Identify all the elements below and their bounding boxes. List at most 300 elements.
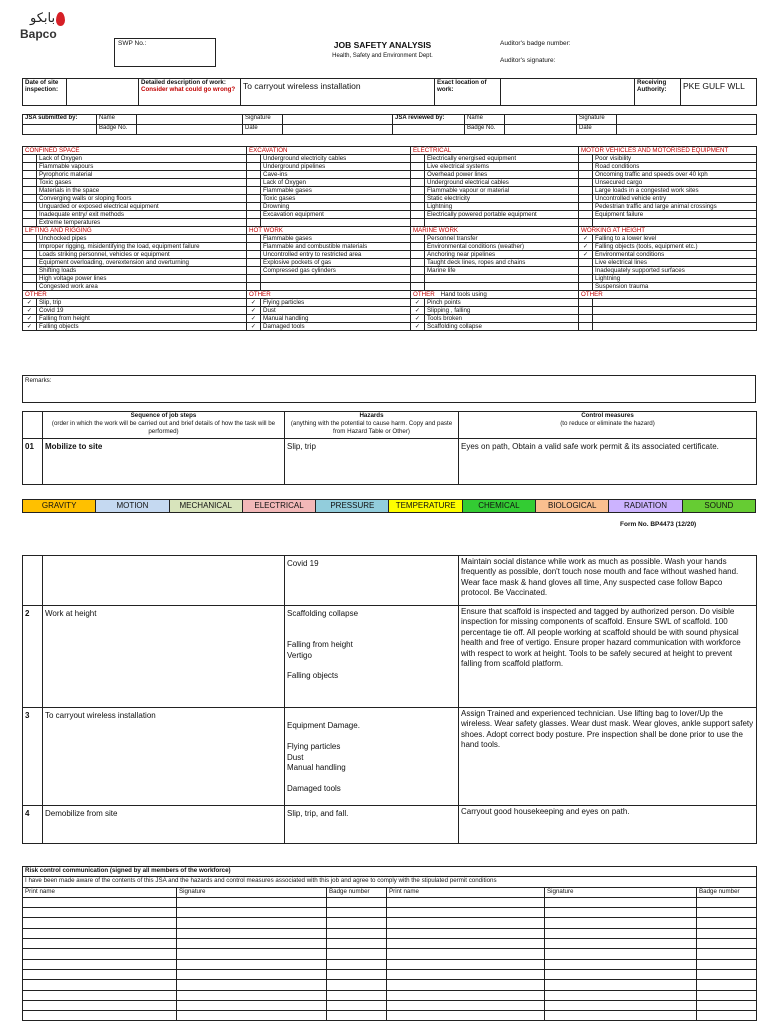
authority-field[interactable]: PKE GULF WLL	[681, 79, 757, 106]
reviewed-name-field[interactable]	[505, 115, 577, 125]
hazard-checkbox[interactable]	[411, 275, 425, 283]
submitted-badge-label: Badge No.	[97, 125, 137, 135]
submitted-name-field[interactable]	[137, 115, 243, 125]
energy-source-electrical: ELECTRICAL	[242, 500, 315, 513]
hazard-checkbox[interactable]: ✓	[23, 315, 37, 323]
hazard-checkbox[interactable]: ✓	[23, 323, 37, 331]
step-description[interactable]: Work at height	[43, 606, 285, 708]
hazard-checkbox[interactable]	[411, 203, 425, 211]
step-description[interactable]: To carryout wireless installation	[43, 708, 285, 806]
energy-source-radiation: RADIATION	[609, 500, 682, 513]
category-label: OTHER	[249, 291, 271, 298]
hazard-checkbox[interactable]	[579, 171, 593, 179]
hazard-item: Explosive pockets of gas	[261, 259, 411, 267]
signature-cell[interactable]	[387, 908, 545, 918]
signature-cell[interactable]	[177, 949, 327, 959]
reviewed-badge-field[interactable]	[505, 125, 577, 135]
signature-cell[interactable]	[545, 959, 697, 969]
spacer-cell	[23, 125, 97, 135]
hazard-item: Scaffolding collapse	[425, 323, 579, 331]
hazard-checkbox[interactable]	[579, 315, 593, 323]
hazard-checkbox[interactable]: ✓	[579, 243, 593, 251]
hazard-checkbox[interactable]	[579, 211, 593, 219]
signature-cell[interactable]	[545, 939, 697, 949]
hazard-checkbox[interactable]	[247, 163, 261, 171]
hazard-item: Underground electricity cables	[261, 155, 411, 163]
authority-label: Receiving Authority:	[635, 79, 681, 106]
hazard-checkbox[interactable]	[579, 163, 593, 171]
submitted-signature-label: Signature	[243, 115, 283, 125]
signature-cell[interactable]	[387, 949, 545, 959]
hazard-checkbox[interactable]	[23, 259, 37, 267]
step-control[interactable]: Assign Trained and experienced technician. Use lifting bag to lover/Up the wireless. Wear safety glasses. Wear dust mask. Wear gloves, ankle support safety shoes. Adopt correct body posture. Pre inspection shall be done prior to use the hand tools.	[459, 708, 757, 806]
hazards-header-title: Hazards	[359, 412, 384, 419]
signature-cell[interactable]	[697, 980, 757, 990]
description-label: Detailed description of work:	[141, 79, 226, 86]
signature-cell[interactable]	[23, 908, 177, 918]
hazard-item: Falling objects	[37, 323, 247, 331]
hazard-checkbox[interactable]	[579, 259, 593, 267]
hazard-category-title	[247, 147, 411, 155]
hazards-header	[285, 412, 459, 439]
hazard-checkbox[interactable]: ✓	[23, 299, 37, 307]
controls-header-title: Control measures	[581, 412, 634, 419]
hazard-item: Covid 19	[37, 307, 247, 315]
category-label: ELECTRICAL	[413, 147, 452, 154]
signature-cell[interactable]	[23, 959, 177, 969]
hazard-checkbox[interactable]	[23, 171, 37, 179]
hazard-checkbox[interactable]	[411, 235, 425, 243]
hazard-checkbox[interactable]	[411, 171, 425, 179]
step-number: 3	[23, 708, 43, 806]
hazard-checkbox[interactable]: ✓	[579, 235, 593, 243]
signature-cell[interactable]	[327, 990, 387, 1000]
hazard-checkbox[interactable]	[411, 155, 425, 163]
hazard-checkbox[interactable]: ✓	[579, 251, 593, 259]
hazard-checklist	[22, 146, 757, 331]
hazard-checkbox[interactable]	[411, 195, 425, 203]
hazard-checkbox[interactable]	[579, 179, 593, 187]
hazard-checkbox[interactable]	[411, 251, 425, 259]
signature-cell[interactable]	[697, 1000, 757, 1010]
swp-label: SWP No.:	[118, 40, 147, 47]
hazard-checkbox[interactable]: ✓	[411, 323, 425, 331]
hazard-item: Extreme temperatures	[37, 219, 247, 227]
category-extra: Hand tools using	[440, 291, 487, 298]
step-description[interactable]: Demobilize from site	[43, 806, 285, 844]
signature-cell[interactable]	[177, 959, 327, 969]
hazard-checkbox[interactable]	[247, 195, 261, 203]
hazard-checkbox[interactable]	[579, 187, 593, 195]
step-hazards[interactable]	[285, 806, 459, 844]
bapco-logo	[20, 10, 80, 40]
signature-cell[interactable]	[697, 918, 757, 928]
energy-source-chemical: CHEMICAL	[462, 500, 535, 513]
signature-cell[interactable]	[387, 969, 545, 979]
hazard-item: Underground pipelines	[261, 163, 411, 171]
hazard-item: Flammable gases	[261, 235, 411, 243]
hazard-category-title	[247, 291, 411, 299]
hazard-item: Converging walls or sloping floors	[37, 195, 247, 203]
signature-cell[interactable]	[177, 969, 327, 979]
signature-cell[interactable]	[23, 1000, 177, 1010]
page-title: JOB SAFETY ANALYSIS	[333, 40, 432, 50]
hazard-checkbox[interactable]	[579, 155, 593, 163]
hazard-checkbox[interactable]	[23, 251, 37, 259]
form-number: Form No. BP4473 (12/20)	[620, 521, 697, 528]
reviewed-signature-field[interactable]	[617, 115, 757, 125]
hazard-checkbox[interactable]	[247, 179, 261, 187]
hazard-item: Toxic gases	[37, 179, 247, 187]
signature-cell[interactable]	[545, 949, 697, 959]
signature-cell[interactable]	[23, 1011, 177, 1021]
signature-cell[interactable]	[23, 980, 177, 990]
step-control[interactable]: Ensure that scaffold is inspected and tagged by authorized person. Do visible inspection for missing components of scaffold. Ensure SWL of scaffold. 100 percentage tie off. All people working at scaffold should be with sound physical health and free of vertigo. Ensure proper hazard communication with workforce with respect to work at height. Tools to be safely secured at height to prevent falling from scaffold platform.	[459, 606, 757, 708]
signature-cell[interactable]	[545, 928, 697, 938]
hazard-checkbox[interactable]	[23, 163, 37, 171]
hazard-checkbox[interactable]	[23, 235, 37, 243]
hazard-item	[593, 323, 757, 331]
step-description[interactable]: Mobilize to site	[43, 439, 285, 485]
controls-header	[459, 412, 757, 439]
hazard-line: Damaged tools	[287, 783, 341, 793]
hazard-item: Inadequately supported surfaces	[593, 267, 757, 275]
logo-text: Bapco	[20, 27, 57, 41]
hazard-checkbox[interactable]: ✓	[247, 323, 261, 331]
step-hazard[interactable]: Slip, trip	[285, 439, 459, 485]
hazard-checkbox[interactable]	[411, 243, 425, 251]
step-number: 4	[23, 806, 43, 844]
hazard-line: Slip, trip, and fall.	[287, 809, 349, 818]
hazard-checkbox[interactable]	[247, 283, 261, 291]
category-label: OTHER	[581, 291, 603, 298]
signature-cell[interactable]	[177, 990, 327, 1000]
hazard-checkbox[interactable]: ✓	[23, 307, 37, 315]
hazard-item	[261, 275, 411, 283]
hazard-item: Congested work area	[37, 283, 247, 291]
date-field[interactable]	[67, 79, 139, 106]
signature-cell[interactable]	[23, 897, 177, 907]
hazard-item	[261, 219, 411, 227]
hazard-item: Damaged tools	[261, 323, 411, 331]
step-hazards[interactable]	[285, 556, 459, 606]
category-label: LIFTING AND RIGGING	[25, 227, 92, 234]
hazard-item: Static electricity	[425, 195, 579, 203]
signature-cell[interactable]	[327, 939, 387, 949]
hazard-checkbox[interactable]	[579, 275, 593, 283]
swp-box[interactable]	[114, 38, 216, 67]
signature-cell[interactable]	[327, 959, 387, 969]
category-label: CONFINED SPACE	[25, 147, 80, 154]
hazard-checkbox[interactable]	[23, 283, 37, 291]
signature-cell[interactable]	[697, 1011, 757, 1021]
auditor-signature-label: Auditor's signature:	[500, 57, 556, 64]
description-field[interactable]: To carryout wireless installation	[241, 79, 435, 106]
hazard-checkbox[interactable]	[247, 203, 261, 211]
hazard-item: Excavation equipment	[261, 211, 411, 219]
signature-cell[interactable]	[697, 990, 757, 1000]
hazard-checkbox[interactable]: ✓	[411, 299, 425, 307]
submitted-badge-field[interactable]	[137, 125, 243, 135]
hazard-item: Live electrical lines	[593, 259, 757, 267]
step-number: 2	[23, 606, 43, 708]
hazard-item	[425, 275, 579, 283]
category-label: WORKING AT HEIGHT	[581, 227, 646, 234]
signature-cell[interactable]	[387, 897, 545, 907]
hazard-line: Flying particles	[287, 742, 341, 752]
hazard-checkbox[interactable]	[247, 155, 261, 163]
signature-cell[interactable]	[697, 949, 757, 959]
hazard-checkbox[interactable]	[579, 299, 593, 307]
hazard-item: Flammable gases	[261, 187, 411, 195]
signature-cell[interactable]	[697, 928, 757, 938]
hazard-item: Flammable vapours	[37, 163, 247, 171]
hazard-checkbox[interactable]	[23, 219, 37, 227]
hazard-item	[261, 283, 411, 291]
hazard-checkbox[interactable]	[23, 203, 37, 211]
signature-cell[interactable]	[387, 959, 545, 969]
hazard-checkbox[interactable]	[23, 211, 37, 219]
signature-cell[interactable]	[23, 939, 177, 949]
submitted-signature-field[interactable]	[283, 115, 393, 125]
submitted-name-label: Name	[97, 115, 137, 125]
hazard-checkbox[interactable]	[247, 171, 261, 179]
signature-cell[interactable]	[545, 897, 697, 907]
hazard-line: Manual handling	[287, 762, 346, 772]
hazard-checkbox[interactable]	[23, 275, 37, 283]
signature-cell[interactable]	[23, 990, 177, 1000]
signature-cell[interactable]	[23, 969, 177, 979]
job-steps-table	[22, 411, 757, 485]
signature-cell[interactable]	[327, 897, 387, 907]
step-hazards[interactable]	[285, 606, 459, 708]
hazard-line	[287, 773, 456, 783]
hazard-checkbox[interactable]	[411, 179, 425, 187]
signature-cell[interactable]	[23, 918, 177, 928]
signature-cell[interactable]	[545, 980, 697, 990]
hazard-checkbox[interactable]	[579, 267, 593, 275]
step-hazards[interactable]	[285, 708, 459, 806]
reviewed-badge-label: Badge No.	[465, 125, 505, 135]
signature-column-header: Badge number	[327, 887, 387, 897]
hazard-checkbox[interactable]	[579, 307, 593, 315]
signature-cell[interactable]	[697, 959, 757, 969]
hazard-item: Pyrophoric material	[37, 171, 247, 179]
hazard-item: Marine life	[425, 267, 579, 275]
hazard-checkbox[interactable]	[247, 211, 261, 219]
signature-cell[interactable]	[387, 1011, 545, 1021]
hazard-checkbox[interactable]	[23, 195, 37, 203]
hazard-item: Poor visibility	[593, 155, 757, 163]
signature-cell[interactable]	[177, 1000, 327, 1010]
step-control[interactable]: Carryout good housekeeping and eyes on path.	[459, 806, 757, 844]
hazard-checkbox[interactable]	[411, 259, 425, 267]
hazard-checkbox[interactable]	[23, 179, 37, 187]
hazard-checkbox[interactable]	[23, 187, 37, 195]
reviewed-date-field[interactable]	[617, 125, 757, 135]
signature-cell[interactable]	[177, 897, 327, 907]
signature-cell[interactable]	[387, 939, 545, 949]
hazard-checkbox[interactable]: ✓	[247, 299, 261, 307]
signature-cell[interactable]	[177, 939, 327, 949]
hazard-item	[593, 219, 757, 227]
remarks-box[interactable]	[22, 375, 756, 403]
steps-header-sub: (order in which the work will be carried out and brief details of how the task will be performed)	[51, 420, 276, 436]
signature-cell[interactable]	[387, 928, 545, 938]
hazard-checkbox[interactable]	[411, 283, 425, 291]
signature-cell[interactable]	[327, 969, 387, 979]
hazard-item: Slip, trip	[37, 299, 247, 307]
energy-source-mechanical: MECHANICAL	[169, 500, 242, 513]
signature-cell[interactable]	[177, 980, 327, 990]
location-label: Exact location of work:	[435, 79, 501, 106]
signature-cell[interactable]	[545, 918, 697, 928]
hazard-line	[287, 619, 456, 629]
signature-cell[interactable]	[327, 908, 387, 918]
submitted-date-field[interactable]	[283, 125, 393, 135]
risk-control-title: Risk control communication (signed by all members of the workforce)	[23, 867, 757, 877]
hazard-item	[425, 219, 579, 227]
step-control[interactable]: Maintain social distance while work as much as possible. Wash your hands frequently as possible, don't touch nose mouth and face without washed hand. Wear face mask & hand gloves all time, Any suspected case follow Bapco protocol. Be Vaccinated.	[459, 556, 757, 606]
hazard-checkbox[interactable]	[411, 187, 425, 195]
step-number	[23, 556, 43, 606]
hazard-checkbox[interactable]: ✓	[411, 307, 425, 315]
signature-cell[interactable]	[545, 1011, 697, 1021]
hazard-checkbox[interactable]	[411, 211, 425, 219]
hazard-item: Overhead power lines	[425, 171, 579, 179]
hazard-item	[593, 307, 757, 315]
hazard-item: Falling from height	[37, 315, 247, 323]
spacer-cell	[393, 125, 465, 135]
signature-cell[interactable]	[327, 1000, 387, 1010]
hazard-item: Live electrical systems	[425, 163, 579, 171]
hazard-checkbox[interactable]	[247, 259, 261, 267]
signature-cell[interactable]	[327, 928, 387, 938]
hazard-item: Personnel transfer	[425, 235, 579, 243]
signature-column-header: Signature	[545, 887, 697, 897]
steps-header	[43, 412, 285, 439]
num-header	[23, 412, 43, 439]
hazard-checkbox[interactable]	[247, 187, 261, 195]
signature-cell[interactable]	[23, 949, 177, 959]
reviewed-name-label: Name	[465, 115, 505, 125]
hazard-checkbox[interactable]: ✓	[247, 315, 261, 323]
hazard-item: Flying particles	[261, 299, 411, 307]
hazard-checkbox[interactable]	[23, 155, 37, 163]
people-table	[22, 114, 757, 135]
step-description[interactable]	[43, 556, 285, 606]
hazard-item: Compressed gas cylinders	[261, 267, 411, 275]
signature-cell[interactable]	[545, 1000, 697, 1010]
risk-control-signatures	[22, 866, 757, 1021]
hazard-item: Equipment overloading, overextension and overturning	[37, 259, 247, 267]
signature-cell[interactable]	[387, 980, 545, 990]
hazard-category-title	[411, 147, 579, 155]
signature-cell[interactable]	[697, 969, 757, 979]
signature-cell[interactable]	[327, 980, 387, 990]
location-field[interactable]	[501, 79, 635, 106]
hazard-item: Cave-ins	[261, 171, 411, 179]
hazard-item: Pedestrian traffic and large animal crossings	[593, 203, 757, 211]
hazard-checkbox[interactable]	[247, 251, 261, 259]
signature-cell[interactable]	[177, 1011, 327, 1021]
hazard-checkbox[interactable]	[247, 243, 261, 251]
hazard-category-title	[579, 291, 757, 299]
signature-cell[interactable]	[545, 969, 697, 979]
signature-cell[interactable]	[387, 990, 545, 1000]
hazard-checkbox[interactable]: ✓	[411, 315, 425, 323]
signature-cell[interactable]	[387, 1000, 545, 1010]
signature-cell[interactable]	[545, 990, 697, 1000]
hazard-item: Materials in the space	[37, 187, 247, 195]
hazard-checkbox[interactable]	[247, 267, 261, 275]
hazard-checkbox[interactable]	[411, 219, 425, 227]
signature-cell[interactable]	[177, 928, 327, 938]
auditor-badge-label: Auditor's badge number:	[500, 40, 571, 47]
hazard-item	[593, 315, 757, 323]
hazard-item: Large loads in a congested work sites	[593, 187, 757, 195]
signature-cell[interactable]	[177, 908, 327, 918]
signature-cell[interactable]	[697, 939, 757, 949]
signature-cell[interactable]	[387, 918, 545, 928]
energy-source-sound: SOUND	[682, 500, 755, 513]
hazard-category-title	[579, 147, 757, 155]
hazard-checkbox[interactable]	[247, 219, 261, 227]
hazard-item: Slipping , falling	[425, 307, 579, 315]
hazard-item: Toxic gases	[261, 195, 411, 203]
hazard-checkbox[interactable]	[579, 195, 593, 203]
hazard-line: Falling from height	[287, 640, 353, 650]
hazard-checkbox[interactable]	[579, 203, 593, 211]
signature-cell[interactable]	[327, 949, 387, 959]
hazard-item: Drowning	[261, 203, 411, 211]
step-control[interactable]: Eyes on path, Obtain a valid safe work permit & its associated certificate.	[459, 439, 757, 485]
energy-source-band	[22, 499, 756, 513]
signature-cell[interactable]	[327, 1011, 387, 1021]
category-label: MARINE WORK	[413, 227, 459, 234]
submitted-label: JSA submitted by:	[23, 115, 97, 125]
hazard-checkbox[interactable]	[23, 267, 37, 275]
hazard-item: Lack of Oxygen	[261, 179, 411, 187]
risk-control-statement: I have been made aware of the contents of this JSA and the hazards and control measures associated with this job and agree to comply with the stipulated permit conditions	[23, 877, 757, 887]
hazard-checkbox[interactable]	[579, 283, 593, 291]
hazard-checkbox[interactable]	[23, 243, 37, 251]
hazard-line	[287, 732, 456, 742]
hazard-line: Vertigo	[287, 650, 312, 660]
hazard-checkbox[interactable]: ✓	[247, 307, 261, 315]
step-number: 01	[23, 439, 43, 485]
hazard-checkbox[interactable]	[579, 323, 593, 331]
hazard-checkbox[interactable]	[411, 163, 425, 171]
signature-cell[interactable]	[177, 918, 327, 928]
hazard-category-title	[579, 227, 757, 235]
signature-cell[interactable]	[697, 897, 757, 907]
hazard-checkbox[interactable]	[247, 235, 261, 243]
hazard-checkbox[interactable]	[579, 219, 593, 227]
hazard-item: Underground electrical cables	[425, 179, 579, 187]
hazard-checkbox[interactable]	[411, 267, 425, 275]
signature-cell[interactable]	[545, 908, 697, 918]
signature-cell[interactable]	[697, 908, 757, 918]
signature-column-header: Print name	[23, 887, 177, 897]
signature-cell[interactable]	[23, 928, 177, 938]
hazard-item: Unchocked pipes	[37, 235, 247, 243]
signature-cell[interactable]	[327, 918, 387, 928]
hazard-item: Suspension trauma	[593, 283, 757, 291]
hazard-line: Scaffolding collapse	[287, 609, 359, 618]
hazard-checkbox[interactable]	[247, 275, 261, 283]
hazard-item: Electrically energised equipment	[425, 155, 579, 163]
